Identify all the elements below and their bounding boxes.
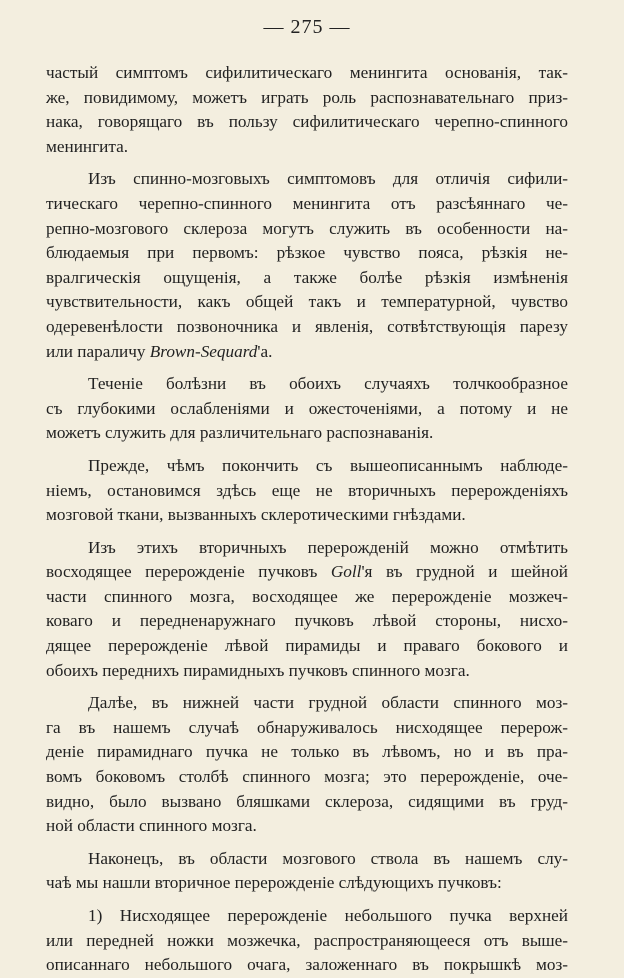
text-line: блюдаемыя при первомъ: рѣзкое чувство пояса, рѣзкія не-: [46, 243, 568, 263]
text-line: видно, было вызвано бляшками склероза, сидящими въ груд-: [46, 791, 568, 811]
text-line: га въ нашемъ случаѣ обнаруживалось нисходящее перерож-: [46, 717, 568, 737]
text-line: деніе пирамиднаго пучка не только въ лѣвомъ, но и въ пра-: [46, 742, 568, 762]
author-name-italic: Goll: [330, 562, 362, 582]
paragraph-6: [46, 691, 568, 839]
text-line: ной области спинного мозга.: [46, 816, 257, 836]
text-line: вомъ боковомъ столбѣ спинного мозга; это перерожденіе, оче-: [46, 767, 568, 787]
text-line: Наконецъ, въ области мозгового ствола въ нашемъ слу-: [88, 848, 568, 868]
text-line: частый симптомъ сифилитическаго менингита основанія, так-: [46, 63, 568, 82]
text-line: чувствительности, какъ общей такъ и температурной, чувство: [46, 292, 568, 312]
text-line: менингита.: [46, 136, 128, 156]
text-line: части спинного мозга, восходящее же перерожденіе мозжеч-: [46, 586, 568, 606]
text-line: мозговой ткани, вызванныхъ склеротическими гнѣздами.: [46, 505, 466, 525]
text-line: чаѣ мы нашли вторичное перерожденіе слѣдующихъ пучковъ:: [46, 873, 502, 893]
text-line: нака, говорящаго въ пользу сифилитическаго черепно-спинного: [46, 112, 568, 132]
body-text: [46, 61, 568, 978]
text-line: [46, 340, 568, 365]
text-line: коваго и передненаружнаго пучковъ лѣвой стороны, нисхо-: [46, 611, 568, 631]
text-line: репно-мозгового склероза могутъ служить въ особенности на-: [46, 218, 568, 238]
text-line: дящее перерожденіе лѣвой пирамиды и праваго бокового и: [46, 636, 568, 656]
text-line: 1) Нисходящее перерожденіе небольшого пучка верхней: [88, 906, 568, 925]
author-name-italic: Brown-Sequard: [149, 341, 258, 361]
paragraph-5: [46, 536, 568, 684]
text-fragment: восходящее перерожденіе пучковъ: [46, 562, 331, 582]
text-line: одеревенѣлости позвоночника и явленія, сотвѣтствующія парезу: [46, 316, 568, 336]
text-fragment: или параличу: [46, 341, 150, 361]
text-line: Далѣе, въ нижней части грудной области спинного моз-: [88, 693, 568, 713]
text-line: съ глубокими ослабленіями и ожесточеніями, а потому и не: [46, 398, 568, 418]
paragraph-2: [46, 167, 568, 364]
paragraph-8: [46, 904, 568, 978]
text-line: Изъ спинно-мозговыхъ симптомовъ для отличія сифили-: [88, 169, 568, 189]
text-line: тическаго черепно-спинного менингита отъ разсѣяннаго че-: [46, 193, 568, 213]
text-fragment: 'а.: [257, 341, 273, 361]
text-line: же, повидимому, можетъ играть роль распознавательнаго приз-: [46, 87, 568, 107]
text-fragment: 'я въ грудной и шейной: [361, 562, 568, 582]
text-line: Теченіе болѣзни въ обоихъ случаяхъ толчкообразное: [88, 374, 568, 394]
text-line: можетъ служить для различительнаго распознаванія.: [46, 423, 434, 443]
text-line: [46, 560, 568, 585]
paragraph-3: [46, 372, 568, 446]
text-line: Прежде, чѣмъ покончить съ вышеописаннымъ наблюде-: [88, 455, 568, 475]
text-line: обоихъ переднихъ пирамидныхъ пучковъ спинного мозга.: [46, 660, 470, 680]
paragraph-4: [46, 454, 568, 528]
paragraph-1: [46, 61, 568, 159]
text-line: Изъ этихъ вторичныхъ перерожденій можно отмѣтить: [88, 537, 568, 557]
text-line: ніемъ, остановимся здѣсь еще не вторичныхъ перерожденіяхъ: [46, 480, 568, 500]
paragraph-7: [46, 847, 568, 896]
text-line: или передней ножки мозжечка, распространяющееся отъ выше-: [46, 930, 568, 950]
text-line: описаннаго небольшого очага, заложеннаго въ покрышкѣ моз-: [46, 955, 568, 975]
page-number: — 275 —: [263, 16, 351, 38]
text-line: вралгическія ощущенія, а также болѣе рѣзкія измѣненія: [46, 267, 568, 287]
